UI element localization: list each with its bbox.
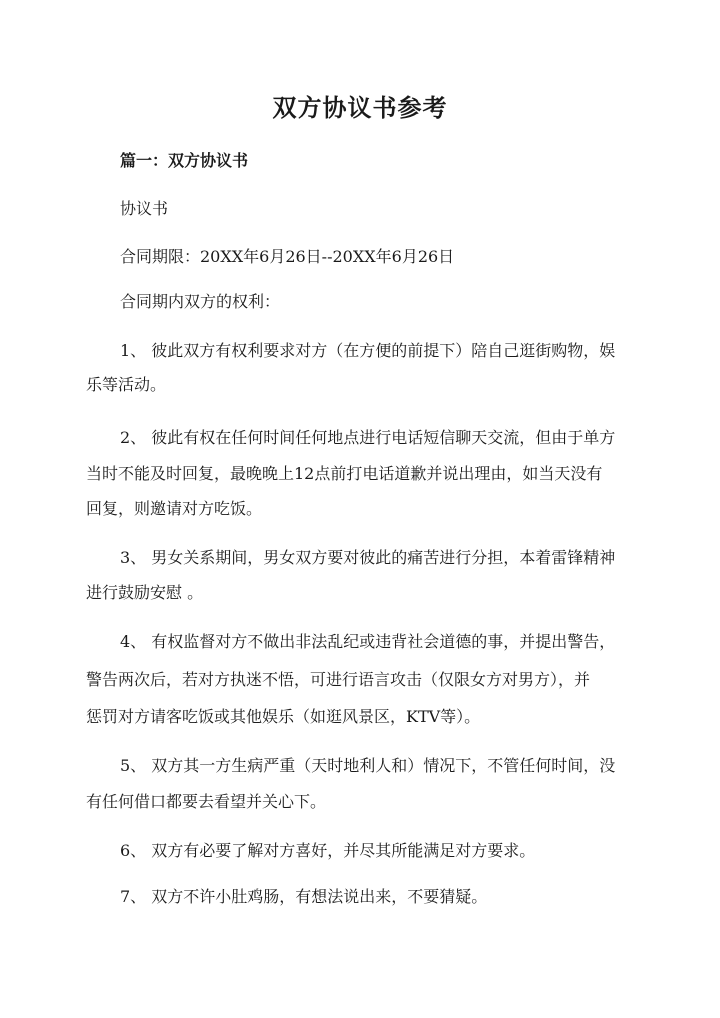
section-heading: 篇一：双方协议书 <box>120 151 249 170</box>
clause-2-line-2: 当时不能及时回复，最晚晚上12点前打电话道歉并说出理由，如当天没有 <box>86 464 603 483</box>
clause-5-line-2: 有任何借口都要去看望并关心下。 <box>86 792 327 811</box>
clause-4-line-2: 警告两次后，若对方执迷不悟，可进行语言攻击（仅限女方对男方），并 <box>86 670 591 689</box>
clause-4-line-3: 惩罚对方请客吃饭或其他娱乐（如逛风景区，KTV等）。 <box>86 707 481 726</box>
clause-1-line-1: 1、 彼此双方有权利要求对方（在方便的前提下）陪自己逛街购物，娱 <box>120 341 616 360</box>
clause-3-line-2: 进行鼓励安慰 。 <box>86 583 204 602</box>
contract-term: 合同期限：20XX年6月26日--20XX年6月26日 <box>120 247 455 266</box>
clause-3-line-1: 3、 男女关系期间，男女双方要对彼此的痛苦进行分担，本着雷锋精神 <box>120 548 616 567</box>
agreement-subtitle: 协议书 <box>120 199 169 218</box>
clause-7-line-1: 7、 双方不许小肚鸡肠，有想法说出来，不要猜疑。 <box>120 887 488 906</box>
clause-6-line-1: 6、 双方有必要了解对方喜好，并尽其所能满足对方要求。 <box>120 841 536 860</box>
document-title: 双方协议书参考 <box>272 93 448 122</box>
clause-4-line-1: 4、 有权监督对方不做出非法乱纪或违背社会道德的事，并提出警告， <box>120 632 616 651</box>
clause-1-line-2: 乐等活动。 <box>86 375 167 394</box>
clause-2-line-3: 回复，则邀请对方吃饭。 <box>86 499 263 518</box>
clause-5-line-1: 5、 双方其一方生病严重（天时地利人和）情况下，不管任何时间，没 <box>120 756 616 775</box>
clause-2-line-1: 2、 彼此有权在任何时间任何地点进行电话短信聊天交流，但由于单方 <box>120 428 616 447</box>
rights-intro: 合同期内双方的权利： <box>120 292 281 311</box>
